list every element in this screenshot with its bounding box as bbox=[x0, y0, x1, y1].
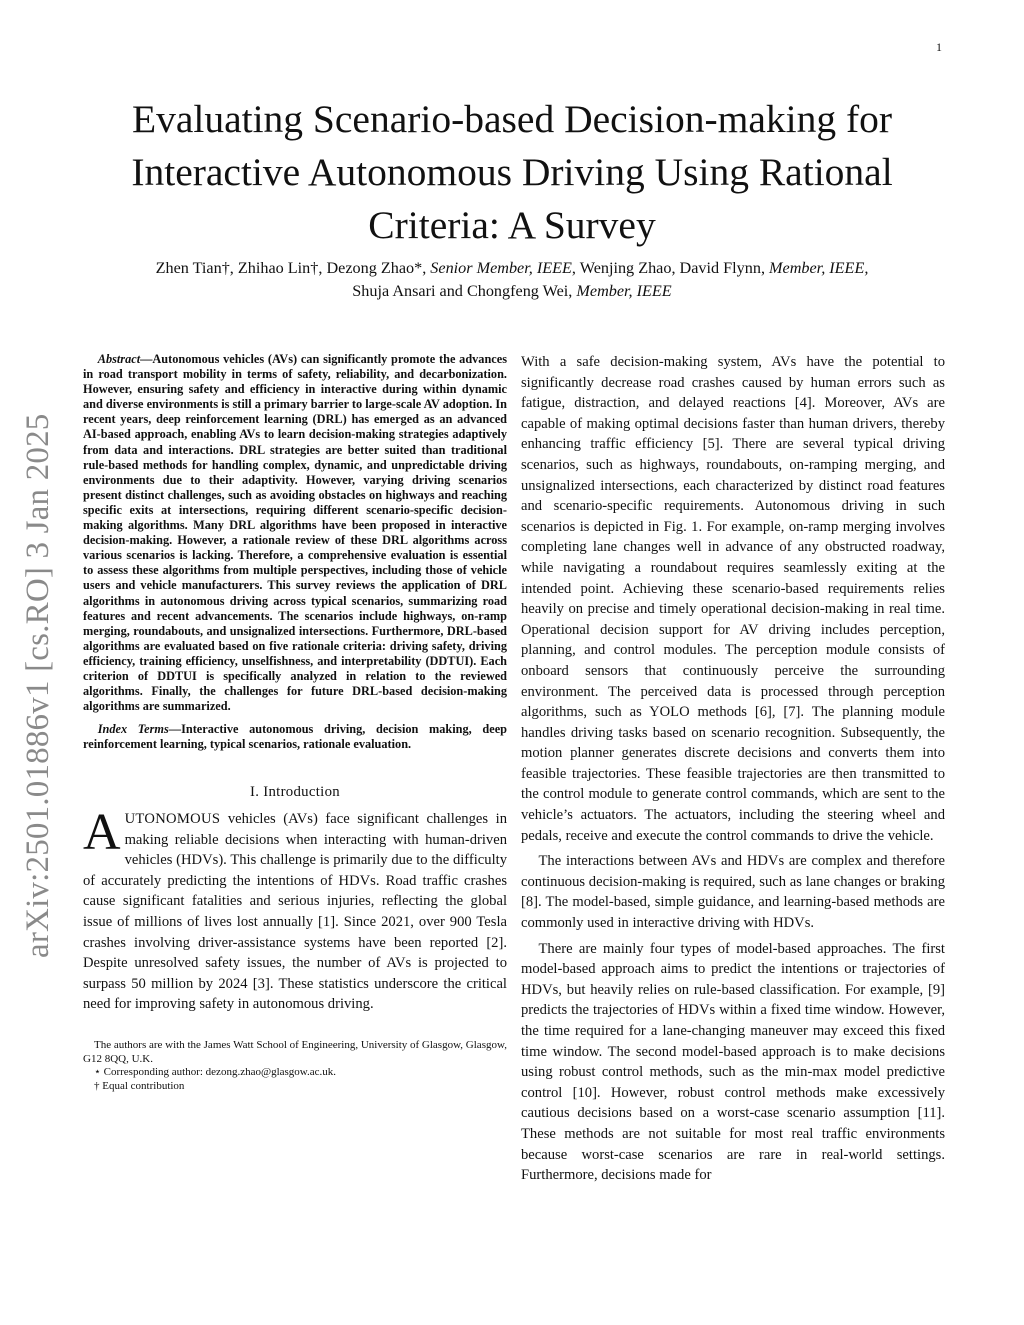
drop-cap: A bbox=[83, 804, 121, 862]
author-line-2 bbox=[70, 280, 954, 303]
left-column bbox=[83, 352, 507, 1093]
introduction-paragraph bbox=[83, 804, 507, 1015]
intro-lead-word: UTONOMOUS bbox=[124, 811, 221, 828]
arxiv-identifier-stamp: arXiv:2501.01886v1 [cs.RO] 3 Jan 2025 bbox=[20, 413, 56, 958]
title-line: Evaluating Scenario-based Decision-making for bbox=[131, 97, 893, 141]
index-terms bbox=[83, 722, 507, 752]
author-membership: Senior Member, IEEE bbox=[430, 259, 572, 277]
body-paragraph: The interactions between AVs and HDVs are complex and therefore continuous decision-making is required, such as lane changes or braking [8]. The model-based, simple guidance, and learning-based methods are commonly used in interactive driving with HDVs. bbox=[521, 853, 945, 932]
abstract bbox=[83, 352, 507, 714]
page-number: 1 bbox=[936, 40, 942, 54]
index-terms-label: Index Terms bbox=[97, 722, 169, 737]
author-line-1 bbox=[70, 257, 954, 280]
title-line: Criteria: A Survey bbox=[368, 203, 656, 247]
author-names: Zhen Tian†, Zhihao Lin†, Dezong Zhao*, bbox=[155, 259, 431, 277]
intro-text: vehicles (AVs) face significant challenges in making reliable decisions when interacting with human-driven vehicles (HDVs). This challenge is primarily due to the difficulty of accurately predicting the intentions of HDVs. Road traffic crashes cause significant fatalities and serious injuries, reflecting the global issue of millions of lives lost annually [1]. Since 2021, over 900 Tesla crashes involving driver-assistance systems have been reported [2]. Despite unresolved safety issues, the number of AVs is projected to surpass 50 million by 2024 [3]. These statistics underscore the critical need for improving safety in autonomous driving. bbox=[83, 811, 507, 1013]
footnote-affiliation: The authors are with the James Watt School of Engineering, University of Glasgow, Glasgow, G12 8QQ, U.K. bbox=[83, 1038, 507, 1065]
author-names: , Wenjing Zhao, David Flynn, bbox=[571, 259, 770, 277]
footnote-corresponding-author: ⋆ Corresponding author: dezong.zhao@glasgow.ac.uk. bbox=[94, 1066, 337, 1079]
title-line: Interactive Autonomous Driving Using Rational bbox=[131, 150, 893, 194]
right-column bbox=[521, 352, 945, 1186]
section-heading-introduction: I. Introduction bbox=[250, 784, 340, 801]
body-paragraph: There are mainly four types of model-based approaches. The first model-based approach aims to predict the intentions or trajectories of HDVs, but heavily relies on rule-based classification. For example, [9] predicts the trajectories of HDVs within a fixed time window. However, the time required for a lane-changing maneuver may exceed this fixed time window. The second model-based approach is to make decisions using robust control methods, such as the min-max model predictive control [10]. However, robust control methods make excessively cautious decisions based on a worst-case scenario assumption [11]. These methods are not suitable for most real traffic environments because worst-case scenarios are rare in real-world settings. Furthermore, decisions made for bbox=[521, 940, 945, 1184]
footnote-equal-contribution: † Equal contribution bbox=[94, 1079, 185, 1092]
body-paragraph: With a safe decision-making system, AVs have the potential to significantly decrease road crashes caused by human errors such as fatigue, distraction, and delayed reactions [4]. Moreover, AVs are capable of making optimal decisions faster than human drivers, thereby enhancing traffic efficiency [5]. There are several typical driving scenarios, such as highways, roundabouts, on-ramping merging, and unsignalized intersections, each characterized by distinct road features and scenario-specific requirements. Autonomous driving in such scenarios is depicted in Fig. 1. For example, on-ramp merging involves completing lane changes well in advance of any obstructed roadway, while navigating a roundabout requires seamlessly exiting at the intended point. Achieving these scenario-based requirements relies heavily on precise and timely operational decision-making in real time. Operational decision support for AV driving includes perception, planning, and control modules. The perception module consists of onboard sensors that continuously perceive the surrounding environment. The perceived data is processed through perception algorithms, such as YOLO methods [6], [7]. The planning module handles driving tasks based on scenario recognition. Subsequently, the motion planner generates discrete decisions and converts them into feasible trajectories. These feasible trajectories are then transmitted to the control module to generate control commands, which are sent to the vehicle’s actuators. The actuators, including the steering wheel and pedals, receive and execute the control commands to drive the vehicle. bbox=[521, 354, 945, 844]
abstract-label: Abstract bbox=[97, 352, 141, 366]
author-names: Shuja Ansari and Chongfeng Wei, bbox=[352, 282, 577, 300]
author-list bbox=[70, 257, 954, 303]
footnotes bbox=[83, 1039, 507, 1093]
author-membership: Member, IEEE bbox=[576, 282, 672, 300]
author-membership: Member, IEEE, bbox=[769, 259, 869, 277]
abstract-text: —Autonomous vehicles (AVs) can significantly promote the advances in road transport mobility in terms of safety, reliability, and decarbonization. However, ensuring safety and efficiency in interactive during within dynamic and diverse environments is still a primary barrier to large-scale AV adoption. In recent years, deep reinforcement learning (DRL) has emerged as an advanced AI-based approach, enabling AVs to learn decision-making strategies adaptively from data and interactions. DRL strategies are better suited than traditional rule-based methods for handling complex, dynamic, and unpredictable driving environments due to their adaptivity. However, varying driving scenarios present distinct challenges, such as avoiding obstacles on highways and reaching specific exits at intersections, requiring different scenario-specific decision-making algorithms. Many DRL algorithms have been proposed in interactive decision-making. However, a rationale review of these DRL algorithms across various scenarios is lacking. Therefore, a comprehensive evaluation is essential to assess these algorithms from multiple perspectives, including those of vehicle users and vehicle manufacturers. This survey reviews the application of DRL algorithms in autonomous driving across typical scenarios, summarizing road features and recent advancements. The scenarios include highways, on-ramp merging, roundabouts, and unsignalized intersections. Furthermore, DRL-based algorithms are evaluated based on five rationale criteria: driving safety, driving efficiency, training efficiency, unselfishness, and interpretability (DDTUI). Each criterion of DDTUI is specifically analyzed in relation to the reviewed algorithms. Finally, the challenges for future DRL-based decision-making algorithms are summarized. bbox=[83, 352, 507, 714]
paper-title bbox=[90, 93, 934, 252]
index-terms-text: —Interactive autonomous driving, decision making, deep reinforcement learning, typical scenarios, rationale evaluation. bbox=[83, 722, 508, 752]
